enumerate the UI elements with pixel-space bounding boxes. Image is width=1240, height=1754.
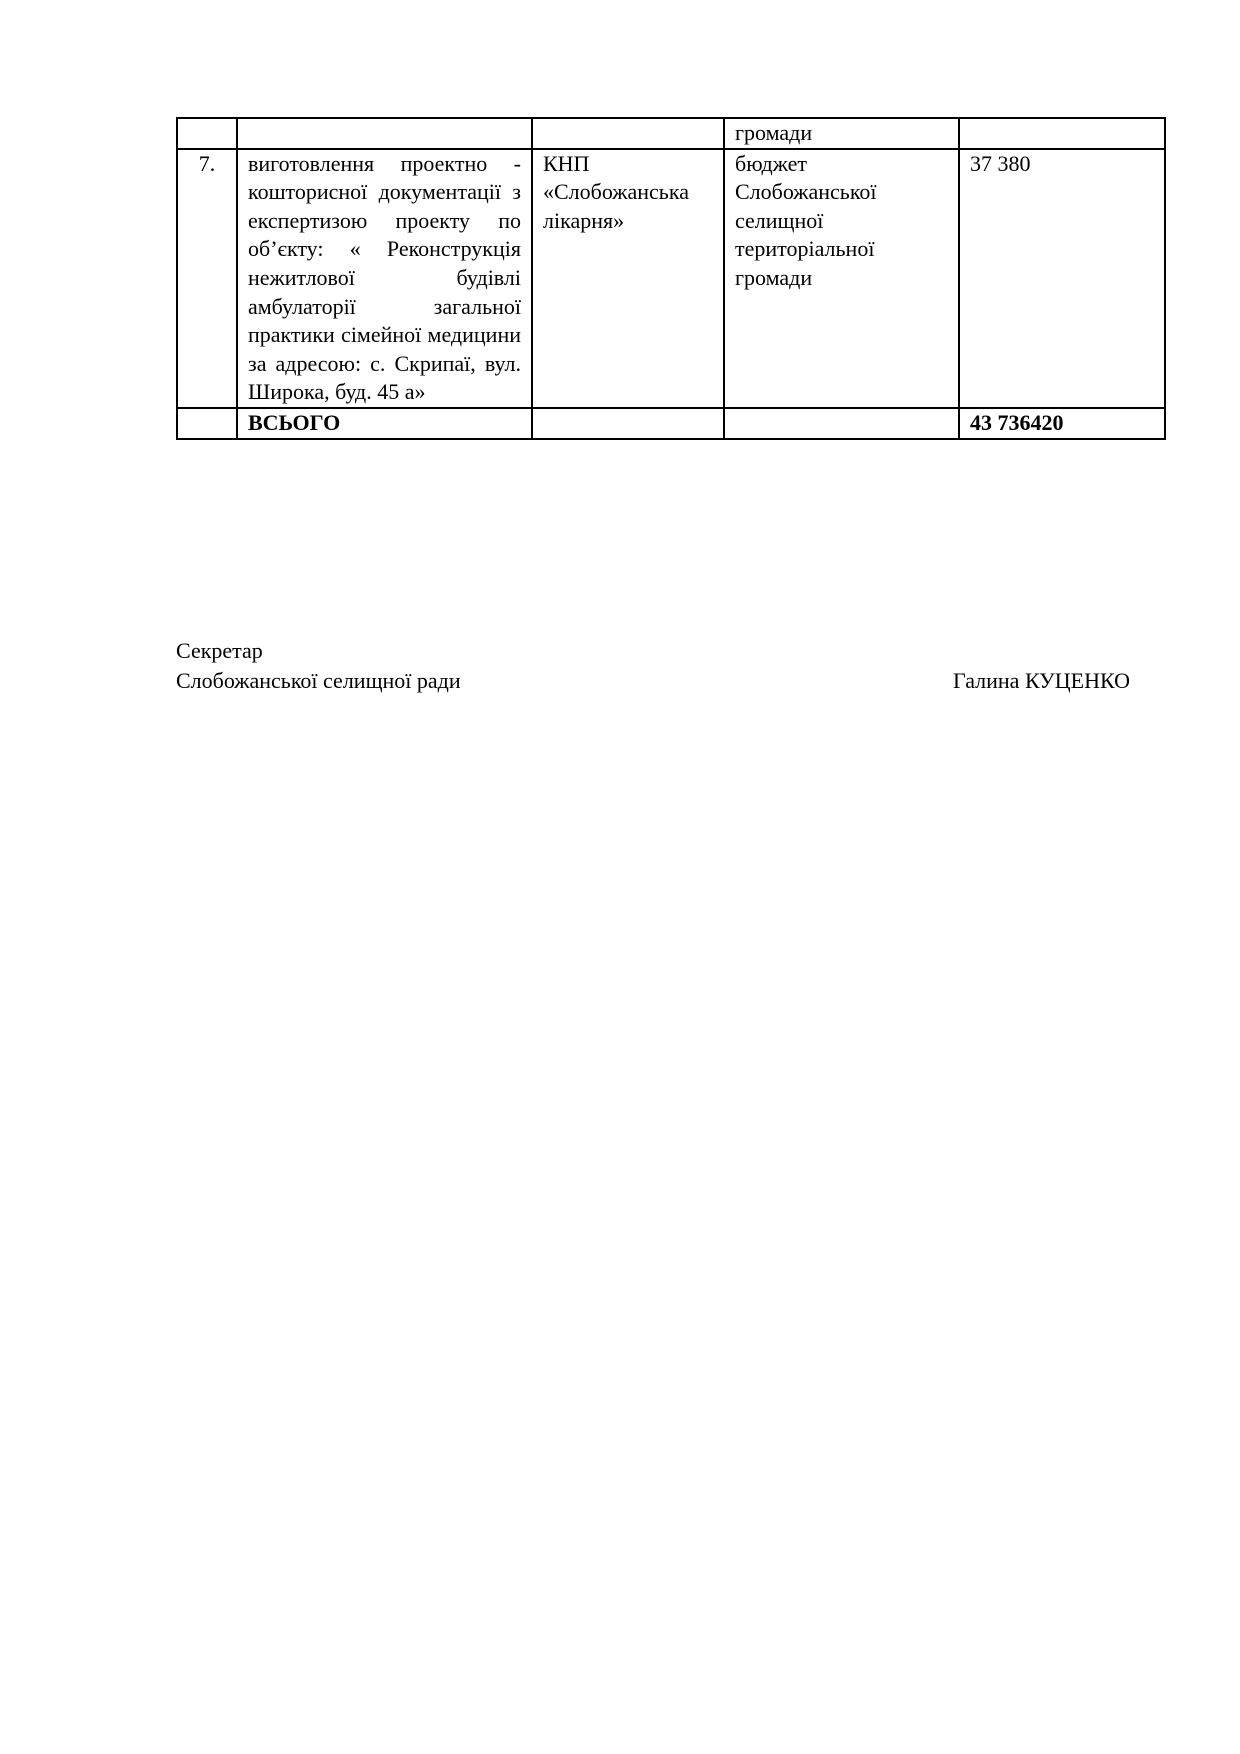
cell-funding-source: громади bbox=[724, 118, 959, 149]
budget-table bbox=[176, 117, 1166, 440]
signature-line2 bbox=[176, 666, 1136, 696]
table-row-continuation bbox=[177, 118, 1165, 149]
cell-funding-source: бюджет Слобожанської селищної територіальної громади bbox=[724, 149, 959, 408]
cell-organization bbox=[532, 118, 724, 149]
cell-description: виготовлення проектно - кошторисної документації з експертизою проекту по об’єкту: « Реконструкція нежитлової будівлі амбулаторії загальної практики сімейної медицини за адресою: с. Скрипаї, вул. Широка, буд. 45 а» bbox=[237, 149, 532, 408]
signature-block bbox=[176, 636, 1136, 696]
cell-amount bbox=[959, 118, 1165, 149]
total-label: ВСЬОГО bbox=[237, 408, 532, 439]
cell-number bbox=[177, 408, 237, 439]
cell-number bbox=[177, 118, 237, 149]
total-amount: 43 736420 bbox=[959, 408, 1165, 439]
cell-funding-source bbox=[724, 408, 959, 439]
cell-description bbox=[237, 118, 532, 149]
signature-name: Галина КУЦЕНКО bbox=[953, 668, 1130, 693]
cell-organization: КНП «Слобожанська лікарня» bbox=[532, 149, 724, 408]
table-row-total bbox=[177, 408, 1165, 439]
signature-title-line1: Секретар bbox=[176, 638, 263, 663]
signature-title-line2: Слобожанської селищної ради bbox=[176, 668, 461, 693]
cell-amount: 37 380 bbox=[959, 149, 1165, 408]
table-row-7 bbox=[177, 149, 1165, 408]
cell-organization bbox=[532, 408, 724, 439]
cell-number: 7. bbox=[177, 149, 237, 408]
